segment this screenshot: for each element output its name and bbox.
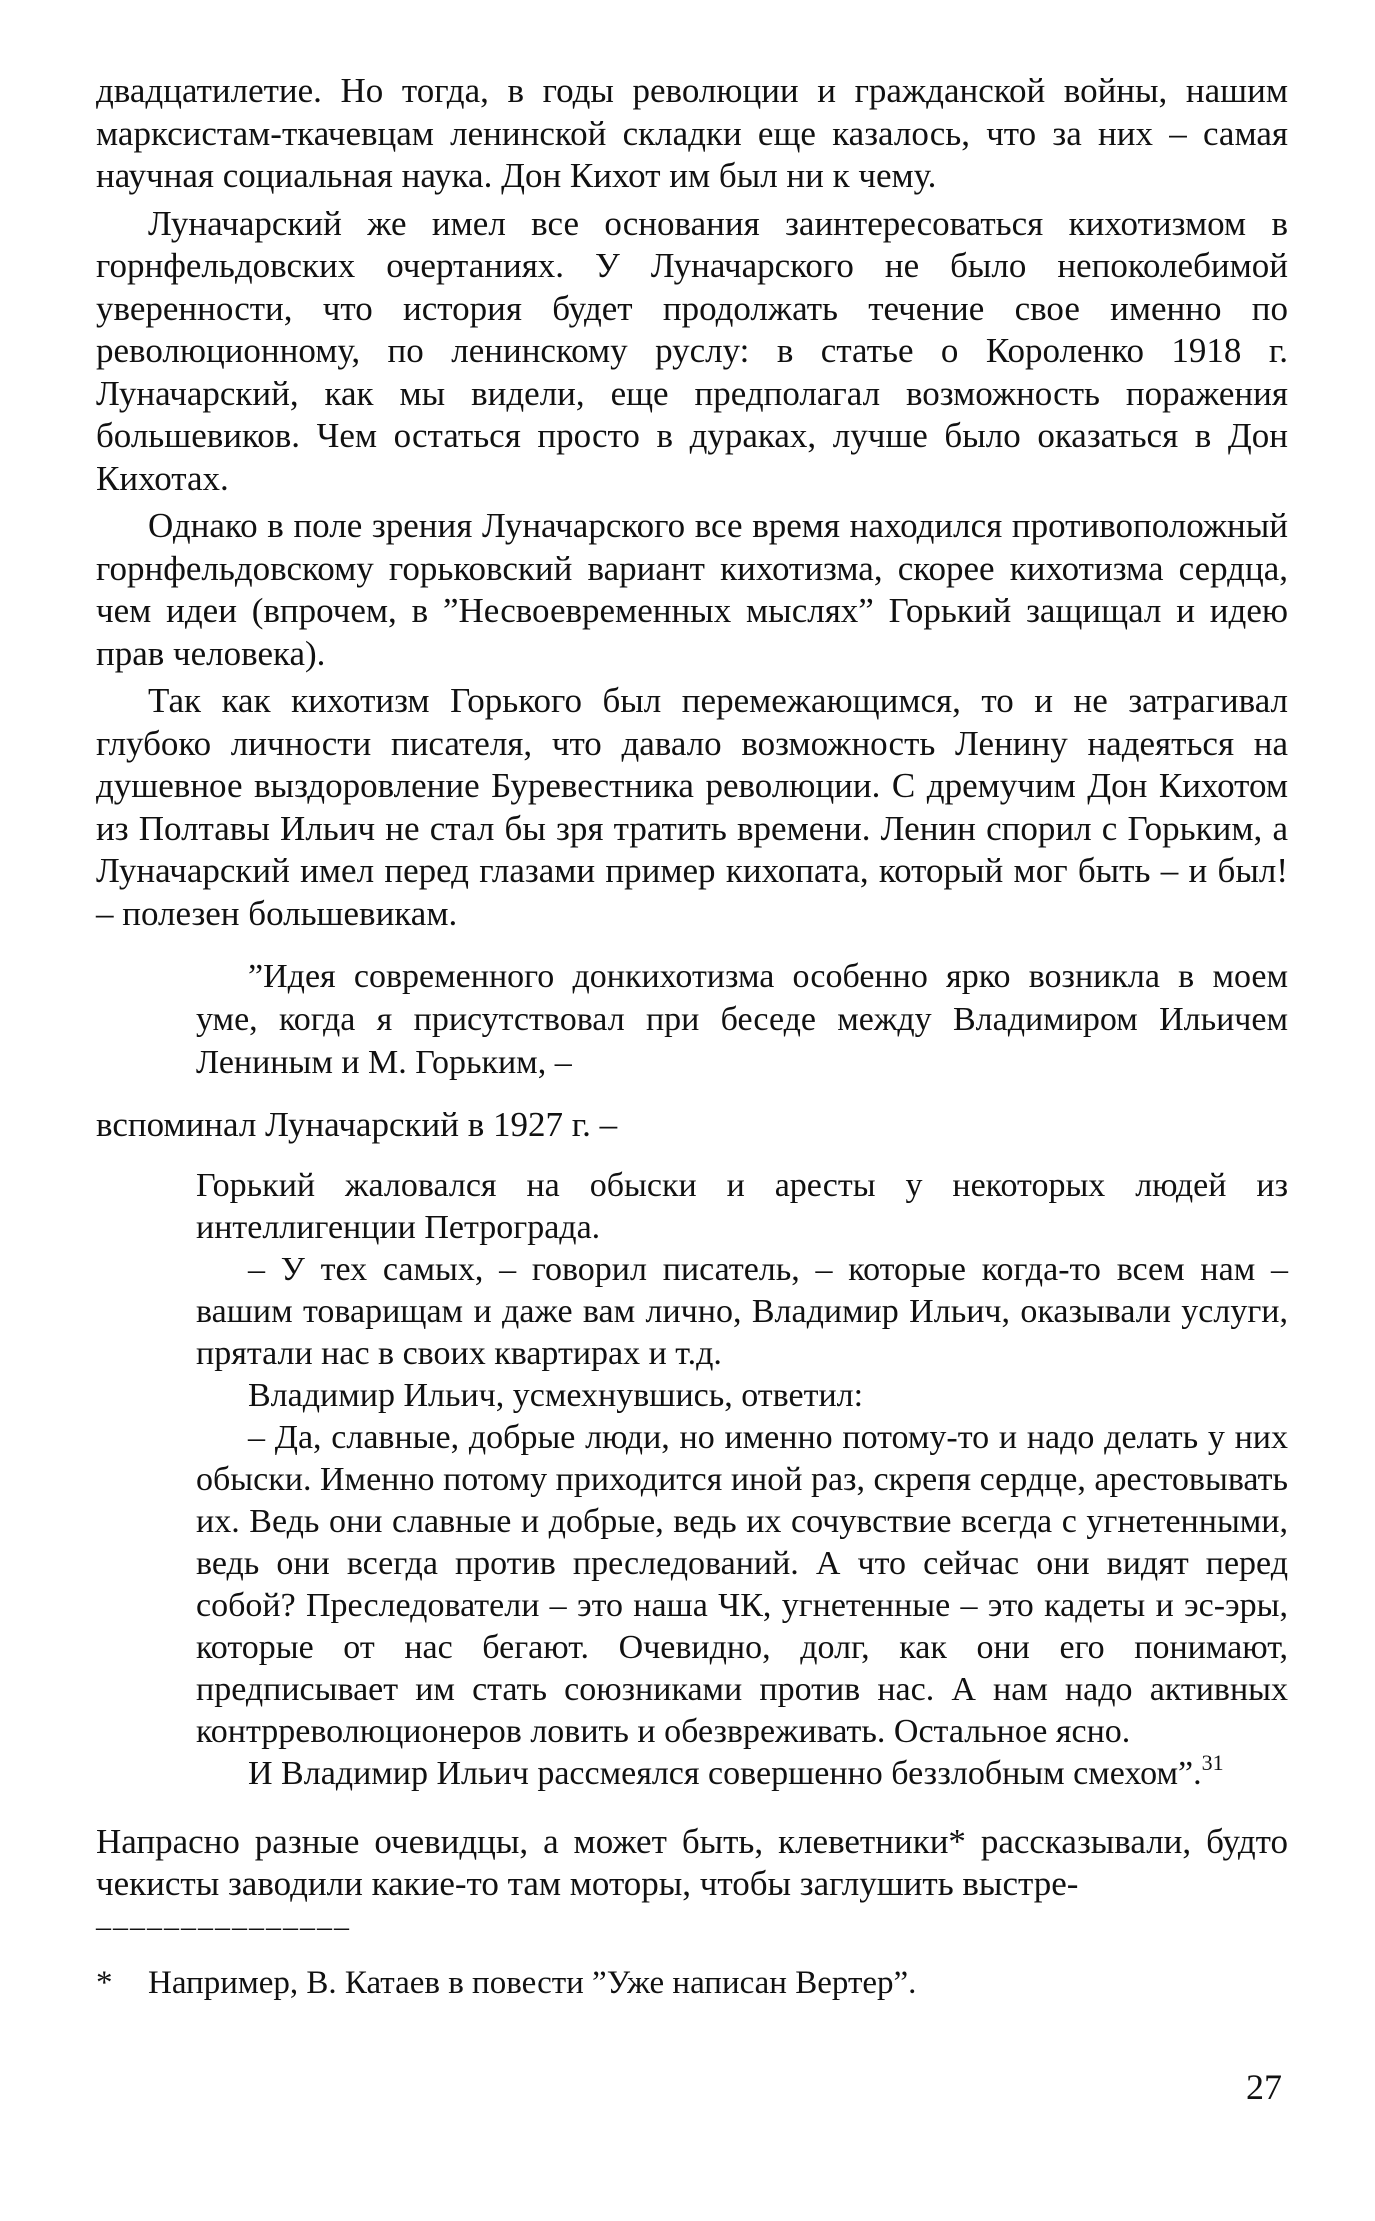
dialog-paragraph-3: Владимир Ильич, усмехнувшись, ответил: — [248, 1376, 864, 1414]
dialog-quote — [196, 1165, 1288, 1795]
dialog-paragraph-1: Горький жаловался на обыски и аресты у некоторых людей из интеллигенции Петрограда. — [196, 1166, 1288, 1246]
paragraph-4: Так как кихотизм Горького был перемежающимся, то и не затрагивал глубоко личности писателя, что давало возможность Ленину надеяться на душевное выздоровление Буревестника революции. С дремучим Дон Кихотом из Полтавы Ильич не стал бы зря тратить времени. Ленин спорил с Горьким, а Луначарский имел перед глазами пример кихопата, который мог быть – и был! – полезен большевикам. — [96, 681, 1288, 933]
paragraph-2: Луначарский же имел все основания заинтересоваться кихотизмом в горнфельдовских очертаниях. У Луначарского не было непоколебимой уверенности, что история будет продолжать течение свое именно по революционному, по ленинскому руслу: в статье о Короленко 1918 г. Луначарский, как мы видели, еще предполагал возможность поражения большевиков. Чем остаться просто в дураках, лучше было оказаться в Дон Кихотах. — [96, 203, 1288, 498]
interjection-block — [96, 1104, 1288, 1147]
footnote-mark: * — [96, 1964, 113, 2001]
paragraph-3: Однако в поле зрения Луначарского все время находился противоположный горнфельдовскому горьковский вариант кихотизма, скорее кихотизма сердца, чем идеи (впрочем, в ”Несвоевременных мыслях” Горький защищал и идею прав человека). — [96, 506, 1288, 673]
interjection: вспоминал Луначарский в 1927 г. – — [96, 1105, 618, 1144]
dialog-paragraph-5 — [196, 1749, 1288, 1795]
quote-intro-block — [196, 955, 1288, 1084]
dialog-paragraph-4: – Да, славные, добрые люди, но именно потому-то и надо делать у них обыски. Именно потому приходится иной раз, скрепя сердце, арестовывать их. Ведь они славные и добрые, ведь их сочувствие всегда с угнетенными, ведь они всегда против преследований. А что сейчас они видят перед собой? Преследователи – это наша ЧК, угнетенные – это кадеты и эс-эры, которые от нас бегают. Очевидно, долг, как они его понимают, предписывает им стать союзниками против нас. А нам надо активных контрреволюционеров ловить и обезвреживать. Остальное ясно. — [196, 1418, 1288, 1750]
closing-text — [96, 1821, 1288, 1906]
footnote-text: Например, В. Катаев в повести ”Уже написан Вертер”. — [148, 1964, 917, 2001]
paragraph-after-quote: Напрасно разные очевидцы, а может быть, клеветники* рассказывали, будто чекисты заводили какие-то там моторы, чтобы заглушить выстре- — [96, 1821, 1288, 1903]
dialog-last-text: И Владимир Ильич рассмеялся совершенно беззлобным смехом”. — [248, 1754, 1202, 1792]
footnote-reference-31: 31 — [1201, 1749, 1224, 1775]
footnote-separator: ––––––––––––––– — [96, 1909, 351, 1943]
main-text — [96, 70, 1288, 935]
book-page — [96, 70, 1288, 2004]
dialog-paragraph-2: – У тех самых, – говорил писатель, – которые когда-то всем нам – вашим товарищам и даже вам лично, Владимир Ильич, оказывали услуги, прятали нас в своих квартирах и т.д. — [196, 1250, 1288, 1372]
page-number: 27 — [1246, 2067, 1282, 2107]
paragraph-1: двадцатилетие. Но тогда, в годы революции и гражданской войны, нашим марксистам-ткачевцам ленинской складки еще казалось, что за них – самая научная социальная наука. Дон Кихот им был ни к чему. — [96, 71, 1288, 195]
quote-intro: ”Идея современного донкихотизма особенно ярко возникла в моем уме, когда я присутствовал при беседе между Владимиром Ильичем Лениным и М. Горьким, – — [196, 958, 1288, 1081]
footnote — [96, 1962, 1288, 2004]
